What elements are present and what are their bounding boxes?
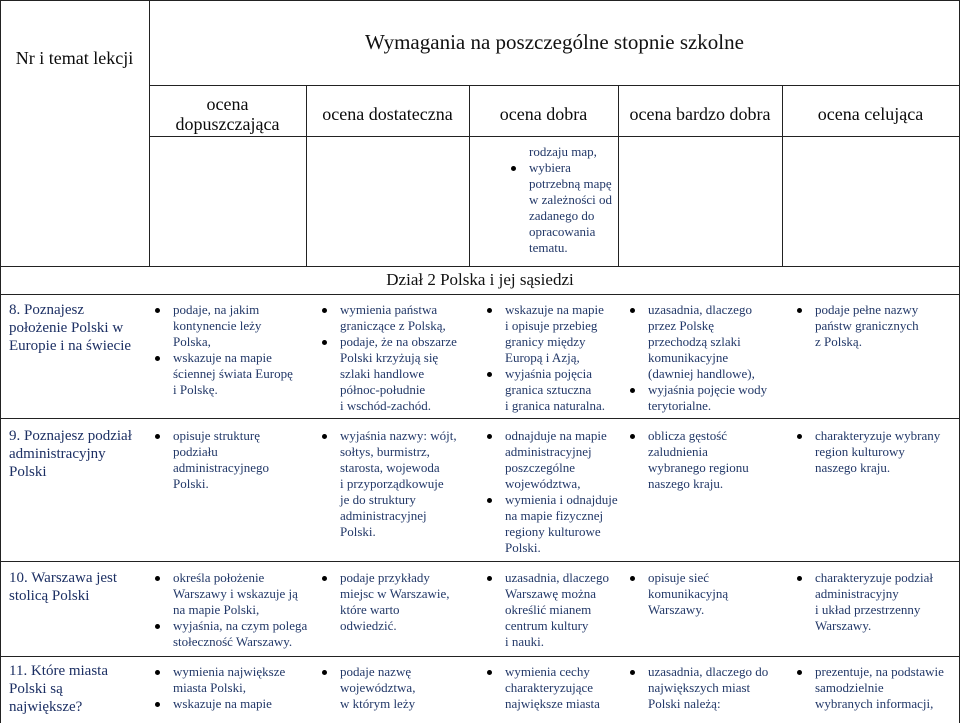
bullet-item: wyjaśnia nazwy: wójt, sołtys, burmistrz, starosta, wojewoda i przyporządkowuje je do struktury administracyjnej Polski. <box>319 428 469 540</box>
requirement-cell <box>484 428 618 556</box>
bullet-icon <box>155 670 160 675</box>
bullet-icon <box>797 670 802 675</box>
requirement-cell <box>794 664 958 712</box>
bullet-icon <box>155 434 160 439</box>
bullet-icon <box>630 576 635 581</box>
requirement-cell <box>319 664 469 712</box>
section-title: Dział 2 Polska i jej sąsiedzi <box>386 270 574 289</box>
requirement-cell <box>627 302 782 414</box>
bullet-icon <box>155 624 160 629</box>
bullet-icon <box>155 702 160 707</box>
bullet-icon <box>155 576 160 581</box>
bullet-icon <box>322 670 327 675</box>
grid-line <box>0 561 960 562</box>
requirement-cell <box>152 570 308 650</box>
bullet-icon <box>487 670 492 675</box>
bullet-icon <box>487 308 492 313</box>
bullet-item: oblicza gęstość zaludnienia wybranego regionu naszego kraju. <box>627 428 782 492</box>
bullet-item: charakteryzuje wybrany region kulturowy naszego kraju. <box>794 428 958 476</box>
bullet-icon <box>322 308 327 313</box>
bullet-item: wskazuje na mapie i opisuje przebieg granicy między Europą i Azją, <box>484 302 618 366</box>
grade-header-bardzo-dobra: ocena bardzo dobra <box>629 104 771 124</box>
bullet-icon <box>155 356 160 361</box>
requirement-cell <box>319 570 469 634</box>
grade-header-celujaca: ocena celująca <box>817 104 924 124</box>
bullet-item: wybiera potrzebną mapę w zależności od zadanego do opracowania tematu. <box>508 160 618 256</box>
grid-line <box>0 266 1 723</box>
lesson-title: 8. Poznajesz położenie Polski w Europie i na świecie <box>9 302 132 354</box>
bullet-item: charakteryzuje podział administracyjny i układ przestrzenny Warszawy. <box>794 570 958 634</box>
bullet-icon <box>487 372 492 377</box>
bullet-icon <box>630 308 635 313</box>
bullet-icon <box>630 388 635 393</box>
requirements-title: Wymagania na poszczególne stopnie szkolne <box>365 30 744 54</box>
bullet-item: wyjaśnia pojęcia granica sztuczna i granica naturalna. <box>484 366 618 414</box>
requirement-cell <box>794 302 958 350</box>
requirement-cell <box>627 428 782 492</box>
requirement-cell <box>627 664 782 712</box>
grid-line <box>0 418 960 419</box>
grid-line <box>0 266 960 267</box>
bullet-item: wymienia państwa graniczące z Polską, <box>319 302 469 334</box>
bullet-item: wskazuje na mapie <box>152 696 308 712</box>
grade-header-dopuszczajaca: ocena dopuszczająca <box>175 94 280 134</box>
bullet-item: podaje przykłady miejsc w Warszawie, które warto odwiedzić. <box>319 570 469 634</box>
grid-line <box>149 85 960 86</box>
bullet-icon <box>797 576 802 581</box>
bullet-item: wyjaśnia, na czym polega stołeczność Warszawy. <box>152 618 308 650</box>
requirement-cell <box>152 302 304 398</box>
bullet-icon <box>487 576 492 581</box>
requirement-cell <box>484 570 618 650</box>
bullet-icon <box>487 498 492 503</box>
bullet-item: prezentuje, na podstawie samodzielnie wybranych informacji, <box>794 664 958 712</box>
bullet-icon <box>630 434 635 439</box>
requirement-cell <box>627 570 782 618</box>
bullet-icon <box>797 308 802 313</box>
requirement-cell <box>319 428 469 540</box>
requirement-cell <box>152 664 308 712</box>
requirement-cell <box>484 664 618 712</box>
lesson-title: 11. Które miasta Polski są największe? <box>9 663 109 715</box>
bullet-item: wymienia cechy charakteryzujące największe miasta <box>484 664 618 712</box>
requirement-cell <box>319 302 469 414</box>
bullet-item: wyjaśnia pojęcie wody terytorialne. <box>627 382 782 414</box>
grid-line <box>149 136 960 137</box>
carryover-cell <box>508 144 618 256</box>
grid-line <box>0 0 960 1</box>
requirement-cell <box>794 570 958 634</box>
carryover-line: rodzaju map, <box>529 144 597 159</box>
bullet-item: odnajduje na mapie administracyjnej poszczególne województwa, <box>484 428 618 492</box>
grade-header-dostateczna: ocena dostateczna <box>322 104 453 124</box>
bullet-item: podaje nazwę województwa, w którym leży <box>319 664 469 712</box>
requirement-cell <box>484 302 618 414</box>
bullet-icon <box>155 308 160 313</box>
bullet-item: podaje, na jakim kontynencie leży Polska, <box>152 302 304 350</box>
lesson-column-header: Nr i temat lekcji <box>15 48 134 68</box>
grid-line <box>0 0 1 266</box>
requirement-cell <box>152 428 304 492</box>
bullet-item: wskazuje na mapie ściennej świata Europę i Polskę. <box>152 350 304 398</box>
grid-line <box>0 294 960 295</box>
bullet-item: podaje, że na obszarze Polski krzyżują się szlaki handlowe północ-południe i wschód-zachód. <box>319 334 469 414</box>
grid-line <box>0 656 960 657</box>
bullet-icon <box>487 434 492 439</box>
bullet-item: wymienia i odnajduje na mapie fizycznej regiony kulturowe Polski. <box>484 492 618 556</box>
bullet-icon <box>322 340 327 345</box>
lesson-title: 9. Poznajesz podział administracyjny Polski <box>9 428 132 480</box>
bullet-icon <box>797 434 802 439</box>
grade-header-dobra: ocena dobra <box>499 104 588 124</box>
bullet-item: uzasadnia, dlaczego Warszawę można określić mianem centrum kultury i nauki. <box>484 570 618 650</box>
bullet-icon <box>322 434 327 439</box>
bullet-icon <box>630 670 635 675</box>
bullet-icon <box>322 576 327 581</box>
bullet-item: opisuje strukturę podziału administracyjnego Polski. <box>152 428 304 492</box>
bullet-item: określa położenie Warszawy i wskazuje ją na mapie Polski, <box>152 570 308 618</box>
bullet-item: podaje pełne nazwy państw granicznych z Polską. <box>794 302 958 350</box>
requirement-cell <box>794 428 958 476</box>
bullet-item: opisuje sieć komunikacyjną Warszawy. <box>627 570 782 618</box>
bullet-item: uzasadnia, dlaczego do największych miast Polski należą: <box>627 664 782 712</box>
lesson-title: 10. Warszawa jest stolicą Polski <box>9 570 118 604</box>
bullet-item: wymienia największe miasta Polski, <box>152 664 308 696</box>
bullet-icon <box>511 166 516 171</box>
bullet-item: uzasadnia, dlaczego przez Polskę przechodzą szlaki komunikacyjne (dawniej handlowe), <box>627 302 782 382</box>
